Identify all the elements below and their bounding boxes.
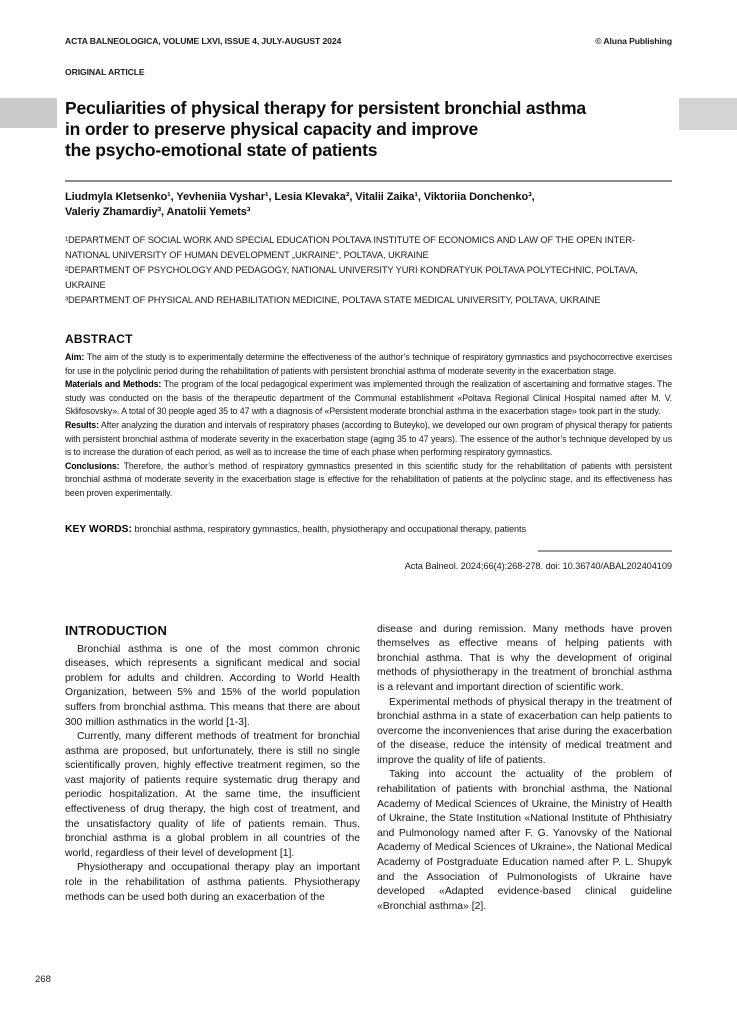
citation-text: Acta Balneol. 2024;66(4):268-278. doi: 10.36740/ABAL202404109 <box>404 560 672 571</box>
abstract-aim-label: Aim: <box>65 352 85 362</box>
author-line-2: Valeriy Zhamardiy³, Anatolii Yemets³ <box>65 206 251 218</box>
right-column <box>377 623 672 915</box>
abstract-heading: ABSTRACT <box>65 332 133 346</box>
journal-title: ACTA BALNEOLOGICA, VOLUME LXVI, ISSUE 4, JULY-AUGUST 2024 <box>65 36 342 46</box>
journal-header-row <box>65 0 672 46</box>
abstract-results <box>65 419 672 460</box>
intro-paragraph-4: Experimental methods of physical therapy in the treatment of bronchial asthma in a state of exacerbation can help patients to overcome the inconveniences that arise during the exacerbation of the disease, reduce the intensity of medical treatment and improve the quality of life of patients. <box>377 696 672 766</box>
right-edge-mark <box>679 98 737 130</box>
affiliation-2: ²DEPARTMENT OF PSYCHOLOGY AND PEDAGOGY, NATIONAL UNIVERSITY YURI KONDRATYUK POLTAVA POLYTECHNIC, POLTAVA, UKRAINE <box>65 265 638 290</box>
citation-block <box>65 550 672 574</box>
keywords-label: KEY WORDS: <box>65 523 133 535</box>
left-edge-mark <box>0 98 57 128</box>
intro-paragraph-3: Physiotherapy and occupational therapy play an important role in the rehabilitation of asthma patients. Physiotherapy methods can be used both during an exacerbation of the <box>65 862 360 903</box>
abstract-methods <box>65 378 672 419</box>
abstract-body <box>65 351 672 501</box>
abstract-aim <box>65 351 672 378</box>
citation-divider <box>538 550 672 552</box>
intro-paragraph-3-continued: disease and during remission. Many methods have proven themselves as effective means of helping patients with bronchial asthma. That is why the development of original methods of physiotherapy in the treatment of bronchial asthma is a relevant and important direction of scientific work. <box>377 623 672 693</box>
introduction-heading: INTRODUCTION <box>65 622 168 638</box>
abstract-results-label: Results: <box>65 419 99 430</box>
left-column <box>65 623 360 915</box>
abstract-aim-text: The aim of the study is to experimentally determine the effectiveness of the author’s technique of respiratory gymnastics and psychocorrective exercises for use in the polyclinic period during the rehabilitation of patients with persistent bronchial asthma of moderate severity in the exacerbation stage. <box>65 352 672 376</box>
author-list <box>65 190 672 220</box>
intro-paragraph-5: Taking into account the actuality of the problem of rehabilitation of patients with bronchial asthma, the National Academy of Medical Sciences of Ukraine, the Ministry of Health of Ukraine, the State Institution «National Institute of Phthisiatry and Pulmonology named after F. G. Yanovsky of the National Academy of Medical Sciences of Ukraine», the National Medical Academy of Postgraduate Education named after P. L. Shupyk and the Association of Pulmonologists of Ukraine have developed «Adapted evidence-based clinical guideline «Bronchial asthma» [2]. <box>377 769 672 912</box>
publisher-credit: © Aluna Publishing <box>595 36 672 46</box>
article-title-line-2: in order to preserve physical capacity and improve <box>65 119 479 139</box>
abstract-conclusions-text: Therefore, the author’s method of respiratory gymnastics presented in this scientific study for the rehabilitation of patients with persistent bronchial asthma of moderate severity in the exacerbation stage is effective for the rehabilitation of patients at the polyclinic stage, and its effectiveness has been proven experimentally. <box>65 460 672 498</box>
intro-paragraph-2: Currently, many different methods of treatment for bronchial asthma are proposed, but unfortunately, there is still no single scientifically proven, highly effective treatment regimen, so the vast majority of patients require systematic drug therapy and periodic hospitalization. At the same time, the insufficient effectiveness of drug therapy, the high cost of treatment, and the unsatisfactory quality of life of patients remain. Thus, bronchial asthma is a global problem in all countries of the world, regardless of their level of development [1]. <box>65 731 360 859</box>
keywords-text: bronchial asthma, respiratory gymnastics, health, physiotherapy and occupational therapy, patients <box>134 523 526 534</box>
abstract-conclusions <box>65 460 672 501</box>
abstract-methods-text: The program of the local pedagogical experiment was implemented through the realization of ascertaining and formative stages. The study was conducted on the basis of the therapeutic department of the Communal establishment «Poltava Regional Clinical Hospital named after M. V. Sklifosovsky». A total of 30 people aged 35 to 47 with a diagnosis of «Persistent moderate bronchial asthma in the exacerbation stage» took part in the study. <box>65 379 672 417</box>
abstract-conclusions-label: Conclusions: <box>65 460 120 471</box>
author-line-1: Liudmyla Kletsenko¹, Yevheniia Vyshar¹, Lesia Klevaka², Vitalii Zaika¹, Viktoriia Donchenko³, <box>65 191 535 203</box>
article-title-line-1: Peculiarities of physical therapy for persistent bronchial asthma <box>65 98 586 118</box>
intro-paragraph-1: Bronchial asthma is one of the most common chronic diseases, which represents a significant medical and social problem for adults and children. According to World Health Organization, between 5% and 15% of the world population suffers from bronchial asthma. This means that there are about 300 million asthmatics in the world [1-3]. <box>65 643 360 728</box>
keywords-line <box>65 524 672 535</box>
article-title <box>65 98 672 161</box>
affiliation-1: ¹DEPARTMENT OF SOCIAL WORK AND SPECIAL EDUCATION POLTAVA INSTITUTE OF ECONOMICS AND LAW OF THE OPEN INTER-NATIONAL UNIVERSITY OF HUMAN DEVELOPMENT „UKRAINE“, POLTAVA, UKRAINE <box>65 235 636 260</box>
affiliation-list <box>65 233 672 308</box>
affiliation-3: ³DEPARTMENT OF PHYSICAL AND REHABILITATION MEDICINE, POLTAVA STATE MEDICAL UNIVERSITY, POLTAVA, UKRAINE <box>65 295 601 305</box>
title-divider <box>65 180 672 182</box>
article-title-line-3: the psycho-emotional state of patients <box>65 140 378 160</box>
abstract-results-text: After analyzing the duration and intervals of respiratory phases (according to Buteyko), we developed our own program of physical therapy for patients with persistent bronchial asthma of moderate severity in the exacerbation stage (aging 35 to 47 years). The essence of the author’s technique developed by us is to increase the duration of each period, as well as to increase the time of each phase when performing respiratory gymnastics. <box>65 419 673 458</box>
body-columns <box>65 623 672 915</box>
abstract-methods-label: Materials and Methods: <box>65 379 162 390</box>
article-type-label: ORIGINAL ARTICLE <box>65 67 145 77</box>
page-number: 268 <box>35 974 51 985</box>
